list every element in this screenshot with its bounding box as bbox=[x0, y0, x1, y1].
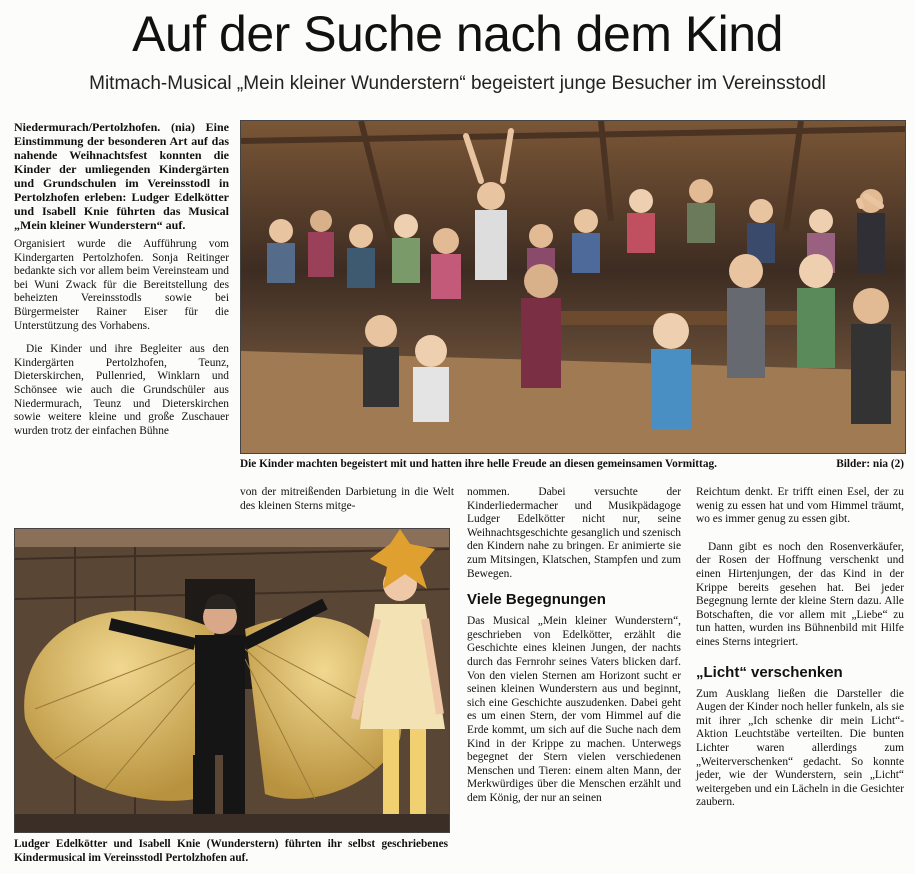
paragraph: Dann gibt es noch den Rosenverkäufer, der Rosen der Hoffnung verschenkt und einen Hirtenjungen, der das Kind in der Krippe bereits gesehen hat. Bei jeder Begegnung lernte der kleine Stern dazu. Alle Botschaften, die vor allem mit „Liebe“ zu tun hatten, wurden ins Bühnenbild mit Hilfe eines Sterns integriert. bbox=[696, 540, 904, 648]
section-heading: Viele Begegnungen bbox=[467, 591, 606, 609]
paragraph: Organisiert wurde die Aufführung vom Kindergarten Pertolzhofen. Sonja Reitinger bedankte sich vor allem beim Vereinsteam und bei Wuni Zwack für die Bereitstellung des beheizten Vereinsstodls sowie bei Bürgermeister Rainer Eiser für die Unterstützung des Vorhabens. bbox=[14, 238, 229, 332]
paragraph: nommen. Dabei versuchte der Kinderliedermacher und Musikpädagoge Ludger Edelkötter nicht nur, seine Weihnachtsgeschichte gesanglich und szenisch den Kindern nahe zu bringen. Er animierte sie zum Mitsingen, Klatschen, Stampfen und zum Bewegen. bbox=[467, 486, 681, 580]
subheadline: Mitmach-Musical „Mein kleiner Wunderstern“ begeistert junge Besucher im Vereinsstodl bbox=[89, 73, 826, 94]
headline: Auf der Suche nach dem Kind bbox=[132, 6, 783, 62]
audience-photo bbox=[240, 120, 906, 454]
column-4 bbox=[696, 486, 904, 820]
lead-paragraph: Niedermurach/Pertolzhofen. (nia) Eine Einstimmung der besonderen Art auf das nahende Weihnachtsfest konnten die Kinder der umliegenden Kindergärten und Grundschulen im Vereinsstodl in Pertolzhofen erleben: Ludger Edelkötter und Isabell Knie führten das Musical „Mein kleiner Wunderstern“ auf. bbox=[14, 120, 229, 232]
paragraph: Die Kinder und ihre Begleiter aus den Kindergärten Pertolzhofen, Teunz, Dieterskirchen, Pullenried, Winklarn und Schönsee wie auch die Grundschüler aus Niedermurach, Teunz und Dieterskirchen sowie weitere kleine und große Zuschauer wurden trotz der einfachen Bühne bbox=[14, 343, 229, 437]
caption-text: Die Kinder machten begeistert mit und hatten ihre helle Freude an diesen gemeinsamen Vormittag. bbox=[240, 458, 717, 470]
column-2 bbox=[240, 486, 454, 523]
performers-photo-image bbox=[15, 529, 449, 832]
audience-photo-caption bbox=[240, 458, 904, 472]
column-3 bbox=[467, 486, 681, 815]
paragraph: von der mitreißenden Darbietung in die Welt des kleinen Sterns mitge- bbox=[240, 486, 454, 512]
photo-credit: Bilder: nia (2) bbox=[836, 458, 904, 470]
performers-photo bbox=[14, 528, 450, 833]
column-1 bbox=[14, 120, 229, 448]
audience-photo-image bbox=[241, 121, 905, 453]
paragraph: Reichtum denkt. Er trifft einen Esel, der zu wenig zu essen hat und vom Himmel träumt, wo es immer genug zu essen gibt. bbox=[696, 486, 904, 526]
performers-photo-caption: Ludger Edelkötter und Isabell Knie (Wunderstern) führten ihr selbst geschriebenes Kindermusical im Vereinsstodl Pertolzhofen auf. bbox=[14, 838, 448, 864]
paragraph: Das Musical „Mein kleiner Wunderstern“, geschrieben von Edelkötter, erzählt die Geschichte eines kleinen Jungen, der nachts durch das Fernrohr seines Vaters blicken darf. Von den vielen Sternen am Horizont sucht er seinen kleinen Wunderstern aus und beginnt, sich eine Geschichte auszudenken. Dabei geht es um einen Stern, der vom Himmel auf die Erde kommt, um sich auf die Suche nach dem Kind in der Krippe zu machen. Unterwegs begegnet der Stern vielen verschiedenen Menschen und Tieren: einem alten Mann, der Merkwürdiges über die Menschen erzählt und dem König, der nur an seinen bbox=[467, 615, 681, 804]
paragraph: Zum Ausklang ließen die Darsteller die Augen der Kinder noch heller funkeln, als sie mit ihrer „Ich schenke dir mein Licht“-Aktion Leuchtstäbe verteilten. Die bunten Lichter waren allerdings zum „Weiterverschenken“ gedacht. So konnte jeder, wie der Wunderstern, sein „Licht“ weitergeben und ein Lächeln in die Gesichter zaubern. bbox=[696, 687, 904, 809]
section-heading: „Licht“ verschenken bbox=[696, 663, 843, 681]
